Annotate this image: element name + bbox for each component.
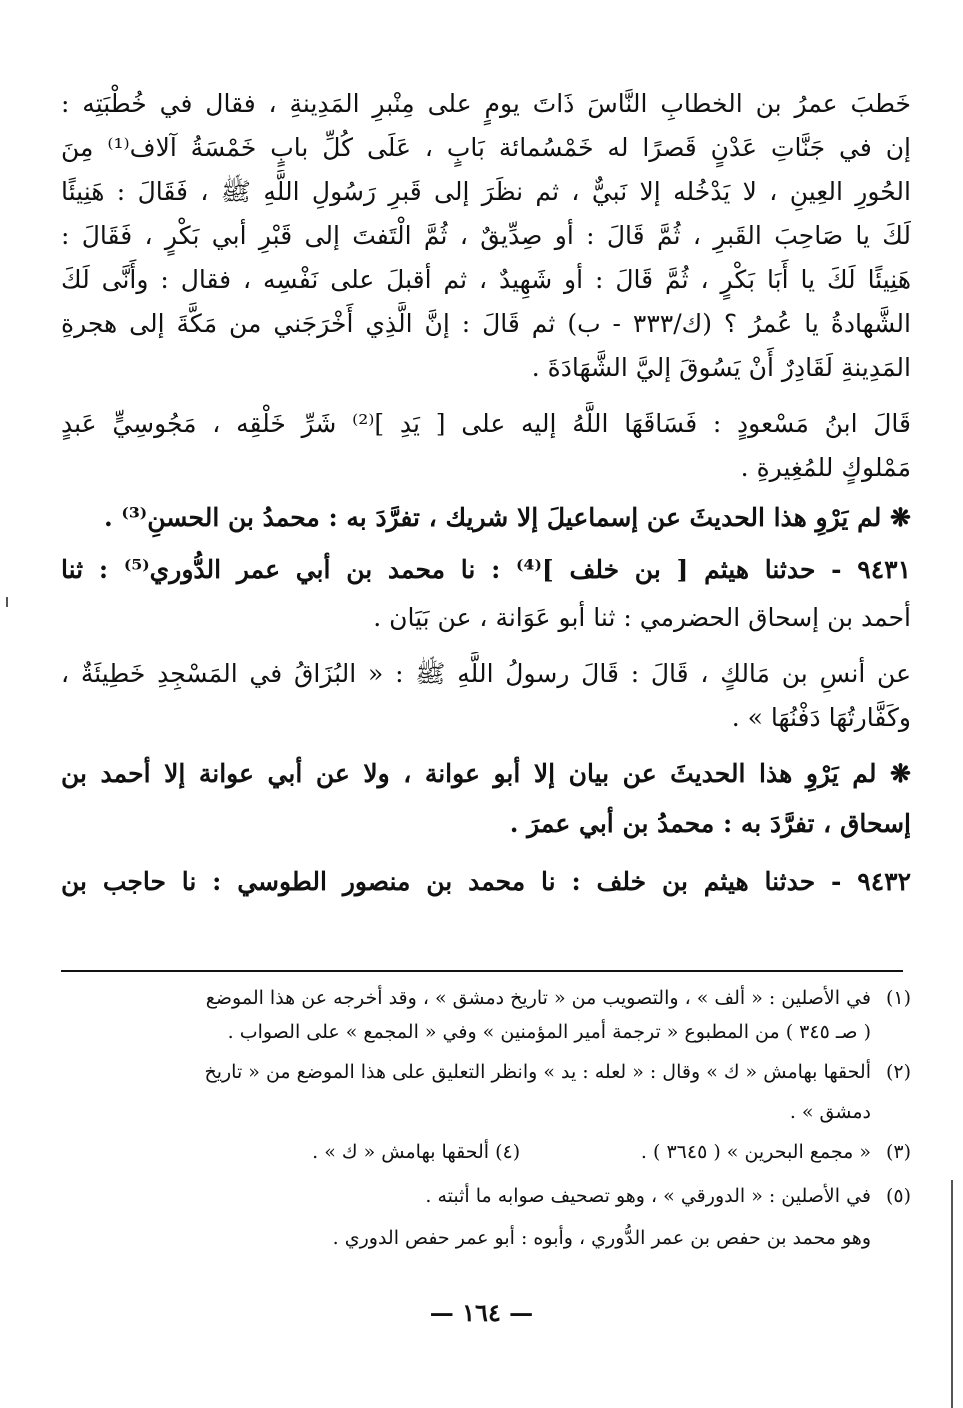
anas-line: عن أنسِ بن مَالكٍ ، قَالَ : قَالَ رسولُ اللَّهِ ﷺ : « البُزَاقُ في المَسْجِدِ خَطِيئَةٌ ، bbox=[61, 659, 911, 688]
scan-edge-mark bbox=[951, 1180, 953, 1408]
footnote-text: « مجمع البحرين » ( ٣٦٤٥ ) . (٤) ألحقها بهامش « ك » . bbox=[312, 1141, 871, 1163]
footnote-text: ألحقها بهامش « ك » وقال : « لعله : يد » وانظر التعليق على هذا الموضع من « تاريخ bbox=[204, 1061, 871, 1083]
body-line: هَنِيئًا لَكَ يا أَبَا بَكْرٍ ، ثُمَّ قَالَ : أو شَهِيدٌ ، ثم أقبلَ على نَفْسِه ، فقال : وأَنَّى لَكَ bbox=[61, 265, 911, 294]
footnote-text: في الأصلين : « ألف » ، والتصويب من « تاريخ دمشق » ، وقد أخرجه عن هذا الموضع bbox=[205, 987, 871, 1009]
footnote-text: وهو محمد بن حفص بن عمر الدُّوري ، وأبوه : أبو عمر حفص الدوري . bbox=[332, 1227, 871, 1249]
commentary-note: ❋ لم يَرْوِ هذا الحديثَ عن بيان إلا أبو عوانة ، ولا عن أبي عوانة إلا أحمد بن bbox=[61, 759, 911, 788]
body-line: خَطبَ عمرُ بن الخطابِ النَّاسَ ذَاتَ يومٍ على مِنْبرِ المَدِينةِ ، فقال في خُطْبَتِه : bbox=[61, 89, 911, 118]
body-line: إن في جَنَّاتِ عَدْنٍ قَصرًا له خَمْسُمائة بَابٍ ، عَلَى كُلِّ بابٍ خَمْسَةُ آلاف⁽¹⁾ مِنَ bbox=[61, 133, 911, 162]
footnote bbox=[61, 1180, 911, 1212]
footnote bbox=[61, 1136, 911, 1168]
commentary-note: إسحاق ، تفرَّدَ به : محمدُ بن أبي عمرَ . bbox=[509, 809, 911, 838]
body-line: المَدِينةِ لَقَادِرٌ أَنْ يَسُوقَ إليَّ الشَّهَادَةَ . bbox=[531, 353, 911, 382]
footnote-text: دمشق » . bbox=[789, 1101, 871, 1123]
hadith-9432-line: ٩٤٣٢ - حدثنا هيثم بن خلف : نا محمد بن منصور الطوسي : نا حاجب بن bbox=[61, 867, 911, 896]
footnote-divider bbox=[61, 970, 903, 972]
commentary-note: ❋ لم يَرْوِ هذا الحديثَ عن إسماعيلَ إلا شريك ، تفرَّدَ به : محمدُ بن الحسنِ⁽³⁾ . bbox=[103, 503, 911, 532]
ibn-masud-line: مَمْلوكٍ للمُغِيرةِ . bbox=[740, 453, 911, 482]
hadith-9431-line: ٩٤٣١ - حدثنا هيثم [ بن خلف ]⁽⁴⁾ : نا محمد بن أبي عمر الدُّوري⁽⁵⁾ : ثنا bbox=[61, 555, 911, 584]
footnote bbox=[61, 1096, 911, 1128]
footnote bbox=[61, 982, 911, 1014]
page-number: — ١٦٤ — bbox=[429, 1298, 534, 1327]
body-line: الحُورِ العِينِ ، لا يَدْخُله إلا نَبيٌّ ، ثم نظَرَ إلى قَبرِ رَسُولِ اللَّهِ ﷺ ، فَقَالَ : هَنِيئًا bbox=[61, 177, 911, 206]
footnote-text: ( صـ ٣٤٥ ) من المطبوع « ترجمة أمير المؤمنين » وفي « المجمع » على الصواب . bbox=[227, 1021, 871, 1043]
hadith-9431-line: أحمد بن إسحاق الحضرمي : ثنا أبو عَوَانة ، عن بَيَان . bbox=[373, 603, 911, 632]
ibn-masud-line: قَالَ ابنُ مَسْعودٍ : فَسَاقَهَا اللَّهُ إليه على [ يَدِ ]⁽²⁾ شَرِّ خَلْقِه ، مَجُوسِيٍّ عَبدٍ bbox=[61, 409, 911, 438]
footnote-number: (٢) bbox=[885, 1061, 911, 1083]
footnote-number: (٣) bbox=[885, 1141, 911, 1163]
footnote-number: (٥) bbox=[885, 1185, 911, 1207]
body-line: لَكَ يا صَاحِبَ القَبرِ ، ثُمَّ قَالَ : أو صِدِّيقٌ ، ثُمَّ الْتَفتَ إلى قَبْرِ أبي بَكْرٍ ، فَقَالَ : bbox=[61, 221, 911, 250]
footnote-text: في الأصلين : « الدورقي » ، وهو تصحيف صوابه ما أثبته . bbox=[425, 1185, 871, 1207]
anas-line: وكَفَّارتُهَا دَفْنُهَا » . bbox=[731, 703, 911, 732]
footnote bbox=[61, 1056, 911, 1088]
body-line: الشَّهادةُ يا عُمرُ ؟ (ك/٣٣٣ - ب) ثم قَالَ : إنَّ الَّذِي أَخْرَجَني من مَكَّةَ إلى هجرةِ bbox=[61, 309, 911, 338]
scan-margin-mark bbox=[6, 597, 8, 607]
footnote-number: (١) bbox=[885, 987, 911, 1009]
footnote bbox=[61, 1016, 911, 1048]
footnote bbox=[61, 1222, 911, 1254]
